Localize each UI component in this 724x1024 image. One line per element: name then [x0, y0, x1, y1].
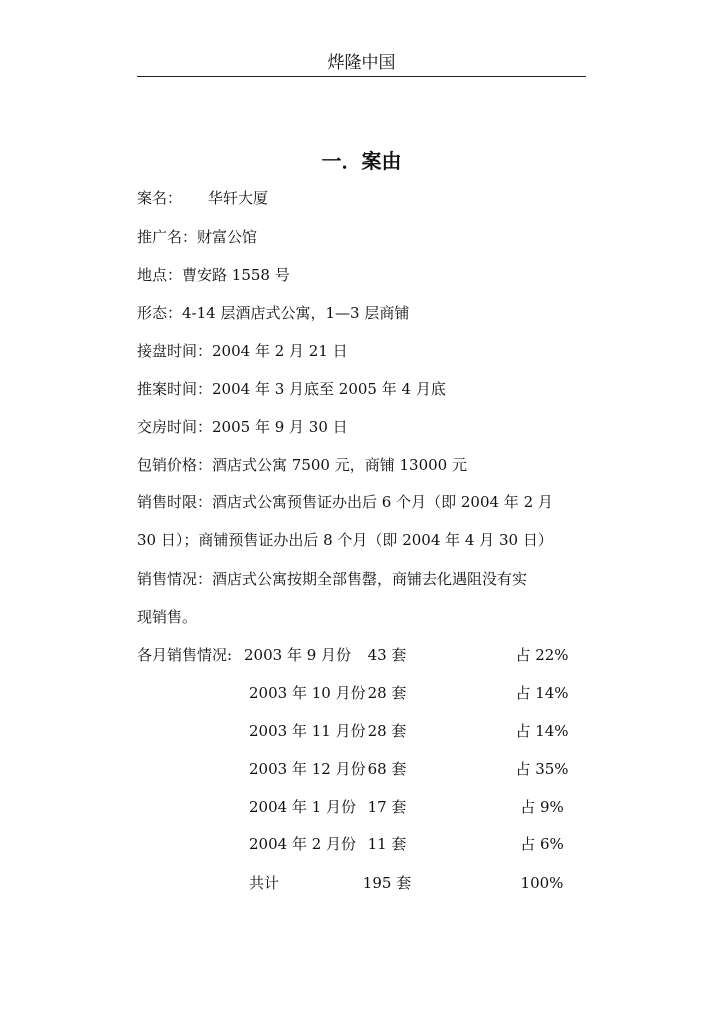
- header-divider: [137, 76, 586, 77]
- sales-table-total-row: [137, 873, 586, 893]
- field-label: 地点：: [137, 266, 183, 284]
- field-value: 4-14 层酒店式公寓，1—3 层商铺: [182, 304, 410, 322]
- sales-period: 2003 年 12 月份: [249, 760, 366, 778]
- sales-period: 2004 年 2 月份: [249, 835, 357, 853]
- sales-period: 2003 年 11 月份: [249, 722, 366, 740]
- sales-share: 占 9%: [520, 798, 564, 816]
- field-label: 推广名：: [137, 228, 198, 246]
- sales-share: 占 6%: [520, 835, 564, 853]
- sales-units: 43 套: [367, 646, 407, 664]
- sales-table-row: [137, 645, 586, 665]
- field-sales-status-continued: [137, 607, 197, 627]
- field-label: 接盘时间：: [137, 342, 213, 360]
- section-title: 一．案由: [321, 149, 402, 173]
- field-sales-deadline-continued: [137, 530, 553, 550]
- sales-units: 28 套: [367, 684, 407, 702]
- field-takeover-date: [137, 341, 348, 361]
- sales-table-row: [137, 683, 586, 703]
- sales-units: 11 套: [367, 835, 407, 853]
- field-value: 财富公馆: [197, 228, 258, 246]
- sales-share: 占 22%: [515, 646, 569, 664]
- sales-table-row: [137, 834, 586, 854]
- sales-total-units: 195 套: [362, 874, 412, 892]
- field-value: 现销售。: [137, 608, 198, 626]
- field-label: 案名：: [137, 189, 183, 207]
- sales-units: 17 套: [367, 798, 407, 816]
- sales-table-label: 各月销售情况:: [137, 646, 233, 664]
- sales-share: 占 14%: [515, 722, 569, 740]
- field-underwriting-price: [137, 455, 467, 475]
- field-value: 曹安路 1558 号: [182, 266, 290, 284]
- field-form: [137, 303, 409, 323]
- field-value: 酒店式公寓预售证办出后 6 个月（即 2004 年 2 月: [212, 493, 553, 511]
- sales-units: 68 套: [367, 760, 407, 778]
- field-label: 销售情况：: [137, 570, 213, 588]
- sales-total-label: 共计: [249, 874, 280, 892]
- field-value: 华轩大厦: [208, 189, 269, 207]
- field-label: 销售时限：: [137, 493, 213, 511]
- field-value: 2004 年 3 月底至 2005 年 4 月底: [212, 380, 446, 398]
- sales-period: 2003 年 9 月份: [244, 646, 352, 664]
- field-label: 包销价格：: [137, 456, 213, 474]
- sales-table-row: [137, 797, 586, 817]
- field-sales-deadline: [137, 492, 553, 512]
- sales-share: 占 35%: [515, 760, 569, 778]
- field-value: 酒店式公寓按期全部售罄，商铺去化遇阻没有实: [212, 570, 528, 588]
- field-case-name: [137, 188, 268, 208]
- field-label: 交房时间：: [137, 418, 213, 436]
- sales-table-row: [137, 759, 586, 779]
- page-header: 烨隆中国: [327, 53, 396, 73]
- sales-total-share: 100%: [520, 874, 564, 892]
- field-value: 酒店式公寓 7500 元，商铺 13000 元: [212, 456, 467, 474]
- sales-table-row: [137, 721, 586, 741]
- field-sales-status: [137, 569, 527, 589]
- field-promo-name: [137, 227, 257, 247]
- sales-share: 占 14%: [515, 684, 569, 702]
- sales-period: 2003 年 10 月份: [249, 684, 366, 702]
- field-label: 形态：: [137, 304, 183, 322]
- field-value: 2004 年 2 月 21 日: [212, 342, 348, 360]
- field-value: 2005 年 9 月 30 日: [212, 418, 348, 436]
- field-label: 推案时间：: [137, 380, 213, 398]
- sales-period: 2004 年 1 月份: [249, 798, 357, 816]
- field-handover-date: [137, 417, 348, 437]
- field-value: 30 日）；商铺预售证办出后 8 个月（即 2004 年 4 月 30 日）: [137, 531, 553, 549]
- field-launch-period: [137, 379, 446, 399]
- field-location: [137, 265, 290, 285]
- sales-units: 28 套: [367, 722, 407, 740]
